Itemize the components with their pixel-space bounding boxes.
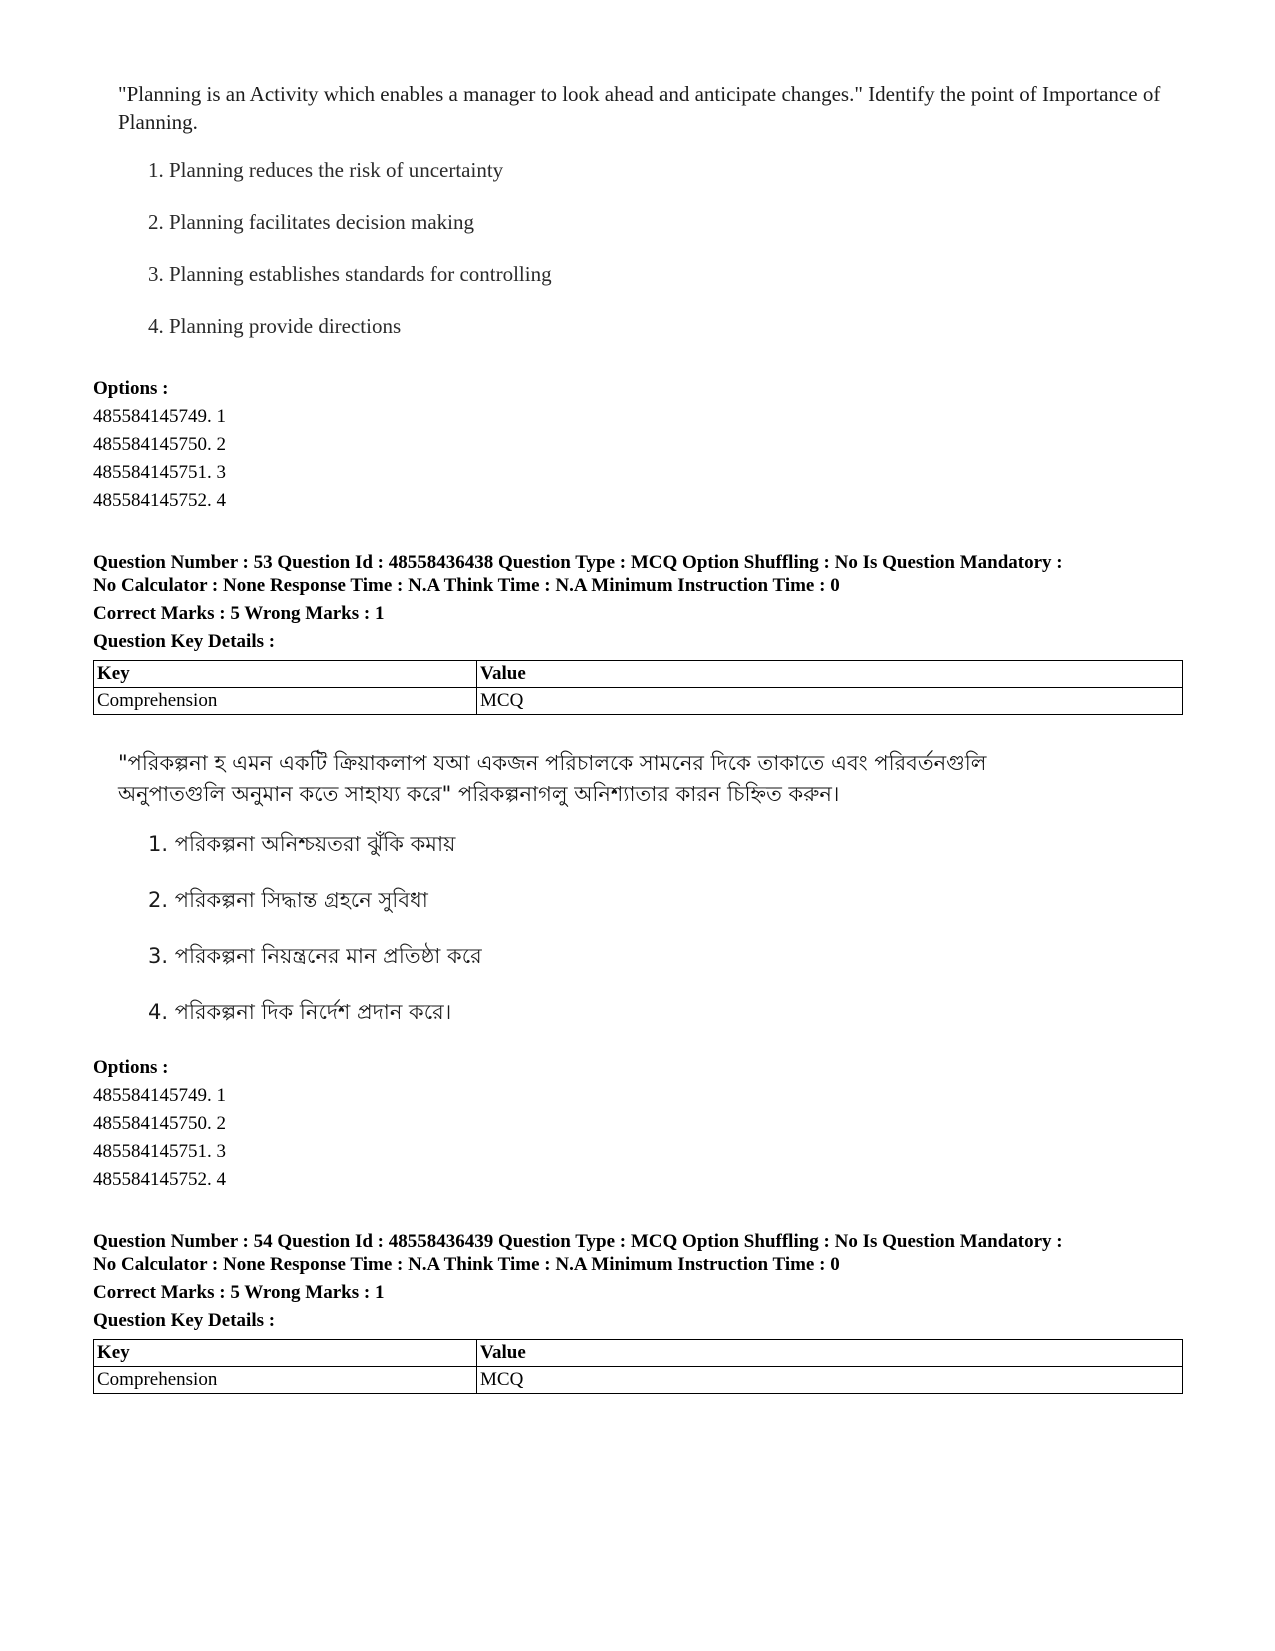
table-header-row xyxy=(94,1340,1183,1367)
option-item: 485584145750. 2 xyxy=(93,434,226,455)
table-cell-value: MCQ xyxy=(477,1367,1183,1394)
question-meta-line: Question Number : 54 Question Id : 48558436439 Question Type : MCQ Option Shuffling : No Is Question Mandatory : xyxy=(93,1231,1063,1252)
question-meta-line: No Calculator : None Response Time : N.A Think Time : N.A Minimum Instruction Time : 0 xyxy=(93,1254,840,1275)
table-header-value: Value xyxy=(477,661,1183,688)
table-cell-value: MCQ xyxy=(477,688,1183,715)
table-header-row xyxy=(94,661,1183,688)
option-item: 485584145752. 4 xyxy=(93,490,226,511)
table-cell-key: Comprehension xyxy=(94,688,477,715)
table-row xyxy=(94,688,1183,715)
table-header-value: Value xyxy=(477,1340,1183,1367)
option-item: 485584145751. 3 xyxy=(93,1141,226,1162)
table-row xyxy=(94,1367,1183,1394)
table-header-key: Key xyxy=(94,1340,477,1367)
key-details-table xyxy=(93,1339,1183,1394)
marks-line: Correct Marks : 5 Wrong Marks : 1 xyxy=(93,1282,385,1303)
options-heading: Options : xyxy=(93,1057,169,1078)
statement-item: 2. পরিকল্পনা সিদ্ধান্ত গ্রহনে সুবিধা xyxy=(148,888,428,912)
question-meta-line: Question Number : 53 Question Id : 48558436438 Question Type : MCQ Option Shuffling : No Is Question Mandatory : xyxy=(93,552,1063,573)
option-item: 485584145749. 1 xyxy=(93,1085,226,1106)
statement-item: 3. পরিকল্পনা নিয়ন্ত্রনের মান প্রতিষ্ঠা করে xyxy=(148,944,482,968)
key-details-heading: Question Key Details : xyxy=(93,631,276,652)
option-item: 485584145751. 3 xyxy=(93,462,226,483)
statement-item: 4. পরিকল্পনা দিক নির্দেশ প্রদান করে। xyxy=(148,1000,452,1024)
question-stem: "Planning is an Activity which enables a manager to look ahead and anticipate changes." Identify the point of Importance of Planning. xyxy=(118,82,1161,134)
statement-item: 3. Planning establishes standards for controlling xyxy=(148,262,552,286)
key-details-heading: Question Key Details : xyxy=(93,1310,276,1331)
statement-item: 4. Planning provide directions xyxy=(148,314,402,338)
table-header-key: Key xyxy=(94,661,477,688)
table-cell-key: Comprehension xyxy=(94,1367,477,1394)
question-image-bengali xyxy=(118,748,1178,1038)
options-heading: Options : xyxy=(93,378,169,399)
question-image-english xyxy=(118,80,1178,360)
question-stem-line: অনুপাতগুলি অনুমান কতে সাহায্য করে" পরিকল্পনাগলু অনিশ্যাতার কারন চিহ্নিত করুন। xyxy=(118,782,840,806)
option-item: 485584145752. 4 xyxy=(93,1169,226,1190)
option-item: 485584145750. 2 xyxy=(93,1113,226,1134)
question-meta-line: No Calculator : None Response Time : N.A Think Time : N.A Minimum Instruction Time : 0 xyxy=(93,575,840,596)
statement-item: 1. পরিকল্পনা অনিশ্চয়তরা ঝুঁকি কমায় xyxy=(148,832,456,856)
statement-item: 2. Planning facilitates decision making xyxy=(148,210,475,234)
question-stem-line: "পরিকল্পনা হ এমন একটি ক্রিয়াকলাপ যআ একজন পরিচালকে সামনের দিকে তাকাতে এবং পরিবর্তনগুলি xyxy=(118,751,987,775)
statement-item: 1. Planning reduces the risk of uncertainty xyxy=(148,158,504,182)
marks-line: Correct Marks : 5 Wrong Marks : 1 xyxy=(93,603,385,624)
key-details-table xyxy=(93,660,1183,715)
option-item: 485584145749. 1 xyxy=(93,406,226,427)
